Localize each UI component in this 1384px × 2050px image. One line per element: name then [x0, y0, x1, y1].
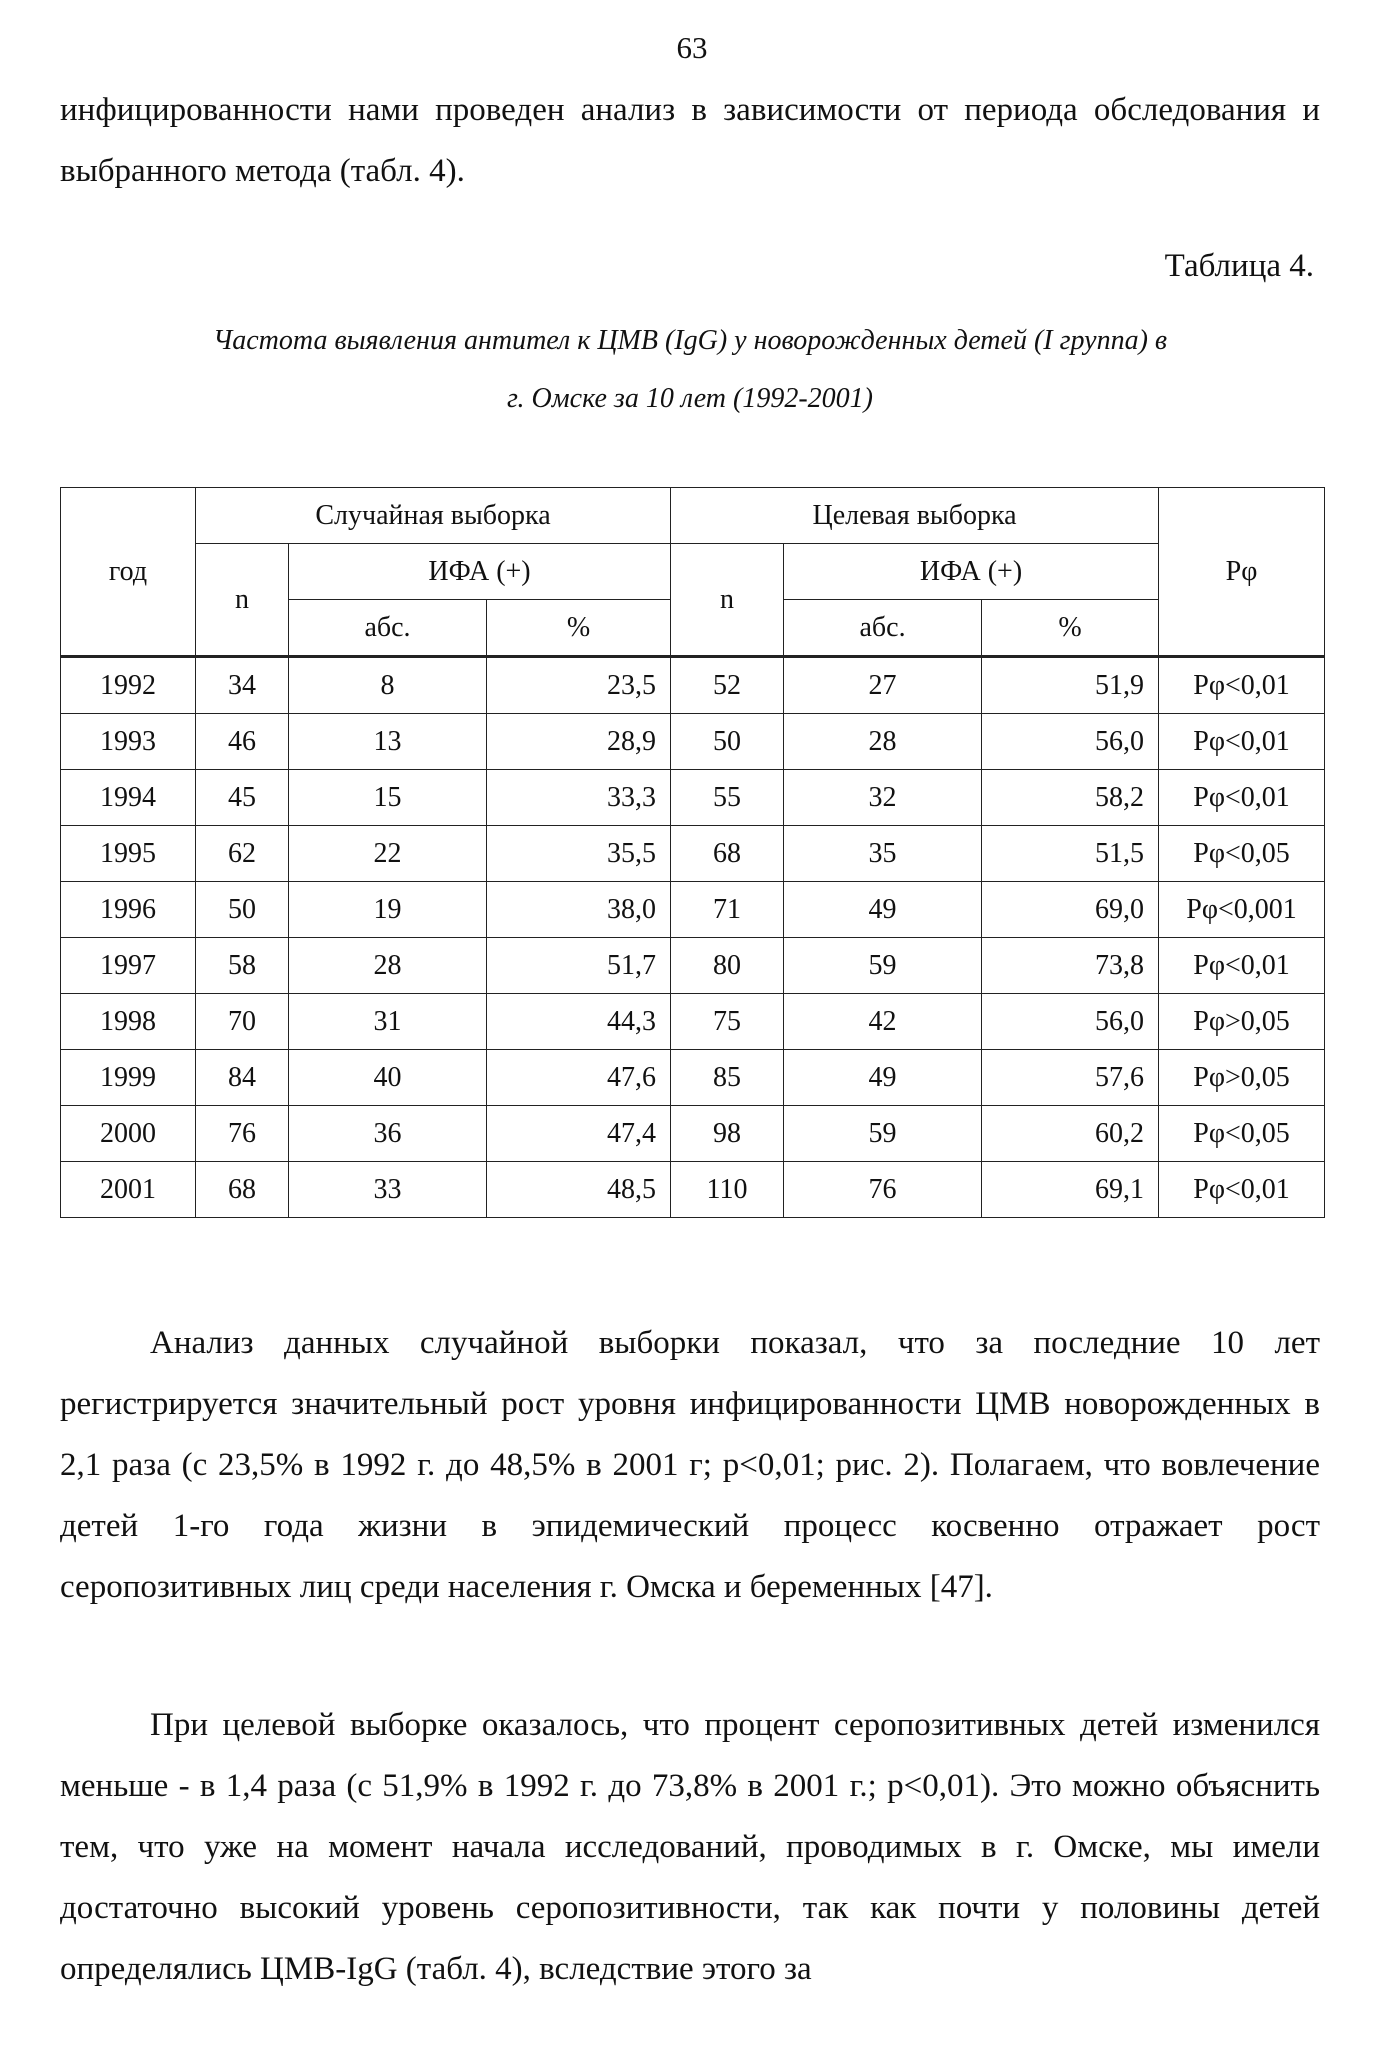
- cell-target-percent: 51,5: [982, 826, 1159, 882]
- cell-target-percent: 56,0: [982, 714, 1159, 770]
- cell-target-percent: 60,2: [982, 1106, 1159, 1162]
- cell-random-abs: 40: [289, 1050, 487, 1106]
- table-row: [61, 1106, 1325, 1162]
- table-row: [61, 1050, 1325, 1106]
- cell-p: Рφ<0,01: [1159, 770, 1325, 826]
- table-row: [61, 657, 1325, 714]
- cell-random-percent: 44,3: [487, 994, 671, 1050]
- table-row: [61, 1162, 1325, 1218]
- cell-random-n: 45: [196, 770, 289, 826]
- cell-random-percent: 23,5: [487, 657, 671, 714]
- cell-target-n: 55: [671, 770, 784, 826]
- header-random-ifa: ИФА (+): [289, 544, 671, 600]
- table-caption: [60, 312, 1320, 428]
- table-row: [61, 938, 1325, 994]
- cell-random-percent: 35,5: [487, 826, 671, 882]
- header-year: год: [61, 488, 196, 657]
- cell-target-percent: 69,1: [982, 1162, 1159, 1218]
- cell-year: 1996: [61, 882, 196, 938]
- cell-target-percent: 58,2: [982, 770, 1159, 826]
- cell-p: Рφ<0,01: [1159, 1162, 1325, 1218]
- cell-year: 1999: [61, 1050, 196, 1106]
- cell-random-percent: 51,7: [487, 938, 671, 994]
- cell-random-n: 84: [196, 1050, 289, 1106]
- cell-random-percent: 38,0: [487, 882, 671, 938]
- cell-p: Рφ<0,05: [1159, 1106, 1325, 1162]
- cell-p: Рφ>0,05: [1159, 1050, 1325, 1106]
- cell-random-abs: 36: [289, 1106, 487, 1162]
- cell-year: 1995: [61, 826, 196, 882]
- intro-paragraph: инфицированности нами проведен анализ в зависимости от периода обследования и выбранного метода (табл. 4).: [60, 92, 1320, 189]
- cell-random-n: 50: [196, 882, 289, 938]
- cell-target-abs: 76: [784, 1162, 982, 1218]
- cell-random-abs: 8: [289, 657, 487, 714]
- cell-target-n: 98: [671, 1106, 784, 1162]
- data-table: [60, 487, 1325, 1218]
- header-random-percent: %: [487, 600, 671, 657]
- cell-p: Рφ<0,05: [1159, 826, 1325, 882]
- cell-random-abs: 28: [289, 938, 487, 994]
- cell-target-abs: 42: [784, 994, 982, 1050]
- cell-target-n: 71: [671, 882, 784, 938]
- cell-year: 1998: [61, 994, 196, 1050]
- table-row: [61, 770, 1325, 826]
- cell-p: Рφ<0,01: [1159, 938, 1325, 994]
- cell-random-abs: 19: [289, 882, 487, 938]
- page-number: 63: [676, 30, 708, 65]
- cell-random-percent: 48,5: [487, 1162, 671, 1218]
- cell-target-abs: 49: [784, 1050, 982, 1106]
- cell-target-abs: 59: [784, 1106, 982, 1162]
- header-target-abs: абс.: [784, 600, 982, 657]
- cell-random-abs: 22: [289, 826, 487, 882]
- cell-target-abs: 28: [784, 714, 982, 770]
- cell-random-percent: 33,3: [487, 770, 671, 826]
- cell-random-n: 68: [196, 1162, 289, 1218]
- header-target-n: n: [671, 544, 784, 657]
- table-row: [61, 994, 1325, 1050]
- cell-year: 1992: [61, 657, 196, 714]
- table-row: [61, 826, 1325, 882]
- cell-year: 2000: [61, 1106, 196, 1162]
- cell-target-percent: 51,9: [982, 657, 1159, 714]
- cell-random-abs: 31: [289, 994, 487, 1050]
- cell-target-n: 80: [671, 938, 784, 994]
- cell-target-n: 68: [671, 826, 784, 882]
- cell-target-n: 50: [671, 714, 784, 770]
- header-random-sample: Случайная выборка: [196, 488, 671, 544]
- cell-year: 1993: [61, 714, 196, 770]
- header-random-n: n: [196, 544, 289, 657]
- table-caption-line-1: Частота выявления антител к ЦМВ (IgG) у новорожденных детей (I группа) в: [212, 325, 1168, 356]
- cell-random-n: 46: [196, 714, 289, 770]
- cell-random-percent: 47,4: [487, 1106, 671, 1162]
- cell-random-n: 70: [196, 994, 289, 1050]
- cell-year: 2001: [61, 1162, 196, 1218]
- cell-p: Рφ<0,01: [1159, 714, 1325, 770]
- cell-target-abs: 35: [784, 826, 982, 882]
- paragraph-analysis-target: При целевой выборке оказалось, что процент серопозитивных детей изменился меньше - в 1,4 раза (с 51,9% в 1992 г. до 73,8% в 2001 г.; р<0,01). Это можно объяснить тем, что уже на момент начала исследований, проводимых в г. Омске, мы имели достаточно высокий уровень серопозитивности, так как почти у половины детей определялись ЦМВ-IgG (табл. 4), вследствие этого за: [60, 1707, 1320, 1987]
- cell-target-percent: 56,0: [982, 994, 1159, 1050]
- cell-target-n: 85: [671, 1050, 784, 1106]
- cell-random-n: 58: [196, 938, 289, 994]
- cell-target-n: 75: [671, 994, 784, 1050]
- cell-random-n: 76: [196, 1106, 289, 1162]
- table-label: Таблица 4.: [1164, 248, 1314, 284]
- cell-random-n: 62: [196, 826, 289, 882]
- table-row: [61, 882, 1325, 938]
- header-p: Рφ: [1159, 488, 1325, 657]
- header-target-percent: %: [982, 600, 1159, 657]
- cell-p: Рφ<0,001: [1159, 882, 1325, 938]
- cell-target-n: 52: [671, 657, 784, 714]
- table-row: [61, 714, 1325, 770]
- cell-year: 1994: [61, 770, 196, 826]
- header-random-abs: абс.: [289, 600, 487, 657]
- table-body: [61, 657, 1325, 1218]
- cell-p: Рφ>0,05: [1159, 994, 1325, 1050]
- cell-target-percent: 73,8: [982, 938, 1159, 994]
- cell-random-n: 34: [196, 657, 289, 714]
- cell-target-abs: 27: [784, 657, 982, 714]
- header-target-sample: Целевая выборка: [671, 488, 1159, 544]
- header-target-ifa: ИФА (+): [784, 544, 1159, 600]
- cell-target-n: 110: [671, 1162, 784, 1218]
- cell-target-abs: 49: [784, 882, 982, 938]
- cell-target-abs: 32: [784, 770, 982, 826]
- cell-random-percent: 47,6: [487, 1050, 671, 1106]
- cell-random-percent: 28,9: [487, 714, 671, 770]
- cell-year: 1997: [61, 938, 196, 994]
- cell-p: Рφ<0,01: [1159, 657, 1325, 714]
- cell-target-abs: 59: [784, 938, 982, 994]
- cell-target-percent: 69,0: [982, 882, 1159, 938]
- paragraph-analysis-random: Анализ данных случайной выборки показал, что за последние 10 лет регистрируется значительный рост уровня инфицированности ЦМВ новорожденных в 2,1 раза (с 23,5% в 1992 г. до 48,5% в 2001 г; р<0,01; рис. 2). Полагаем, что вовлечение детей 1-го года жизни в эпидемический процесс косвенно отражает рост серопозитивных лиц среди населения г. Омска и беременных [47].: [60, 1325, 1320, 1605]
- cell-random-abs: 33: [289, 1162, 487, 1218]
- cell-target-percent: 57,6: [982, 1050, 1159, 1106]
- cell-random-abs: 15: [289, 770, 487, 826]
- table-caption-line-2: г. Омске за 10 лет (1992-2001): [507, 383, 873, 414]
- cell-random-abs: 13: [289, 714, 487, 770]
